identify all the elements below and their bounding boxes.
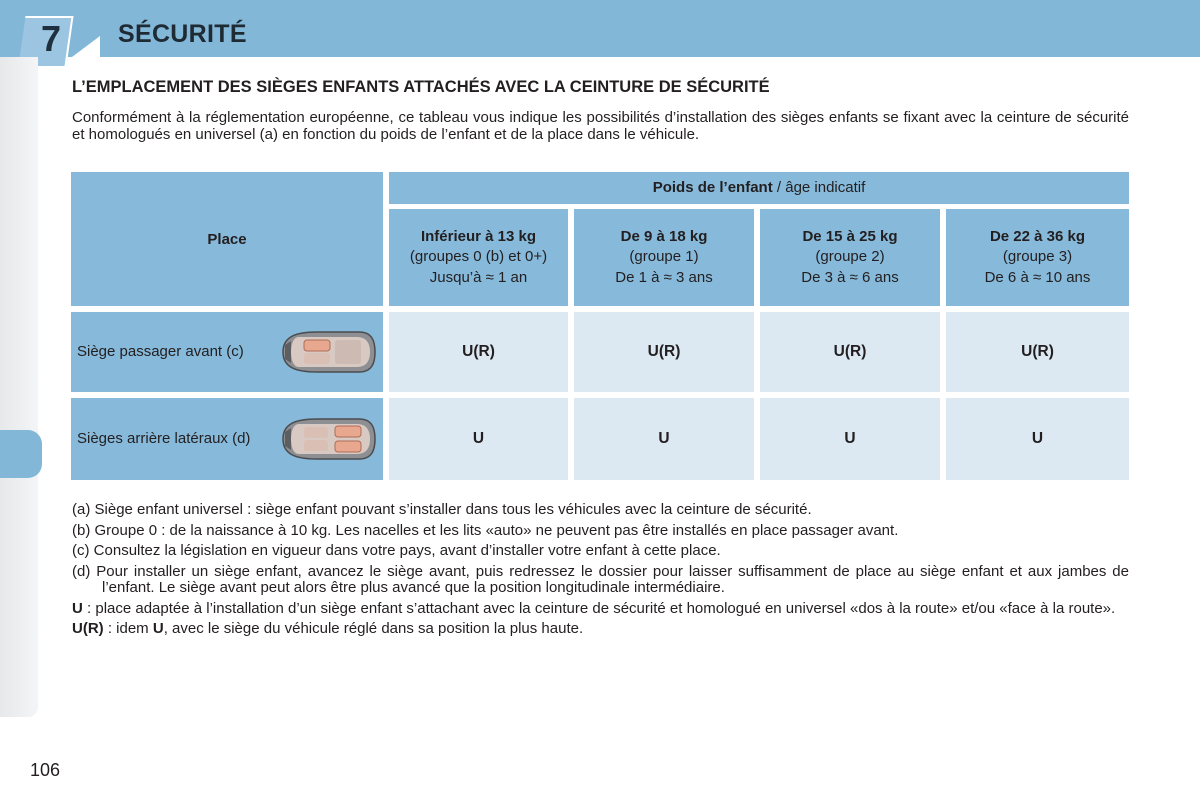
footnote-key: (d) — [72, 562, 91, 580]
legend-key: U(R) — [72, 620, 104, 637]
column-age: De 1 à ≈ 3 ans — [615, 268, 713, 286]
place-header-cell — [71, 172, 383, 306]
legend-text: : idem — [103, 620, 153, 637]
table-cell — [946, 398, 1129, 480]
footnote-d — [72, 564, 1129, 597]
footnote-a — [72, 502, 1129, 519]
cell-value: U — [658, 430, 670, 447]
table-cell — [946, 312, 1129, 392]
column-title: Inférieur à 13 kg — [420, 227, 537, 245]
footnote-text: Pour installer un siège enfant, avancez le siège avant, puis redressez le dossier pour laisser suffisamment de place au siège enfant et aux jambes de l’enfant. Le siège avant peut alors être plus avancé que la position longitudinale intermédiaire. — [96, 562, 1129, 596]
cell-value: U — [472, 430, 485, 447]
legend-key: U — [72, 599, 83, 617]
header-slant — [72, 36, 100, 57]
row-label-front-passenger: Siège passager avant (c) — [77, 343, 244, 360]
chapter-number: 7 — [40, 18, 62, 59]
cell-value: U(R) — [1021, 343, 1054, 360]
weight-header-cell — [389, 172, 1129, 204]
table-cell — [760, 312, 940, 392]
weight-header — [653, 178, 866, 199]
cell-value: U — [844, 430, 856, 447]
page-number: 106 — [30, 760, 61, 780]
footnotes — [72, 502, 1129, 642]
table-row-label-cell — [71, 398, 383, 480]
cell-value: U(R) — [833, 343, 867, 360]
column-title: De 9 à 18 kg — [620, 227, 708, 245]
footnote-text: Groupe 0 : de la naissance à 10 kg. Les nacelles et les lits «auto» ne peuvent pas être installés en place passager avant. — [94, 521, 899, 539]
column-title: De 22 à 36 kg — [989, 227, 1086, 245]
column-group: (groupe 3) — [1002, 248, 1073, 266]
legend-u — [72, 601, 1129, 618]
column-group: (groupe 1) — [629, 248, 699, 266]
legend-ur — [72, 621, 1129, 638]
footnote-key: (b) — [72, 521, 91, 539]
legend-key-inline: U — [152, 620, 164, 637]
chapter-thumb-tab — [0, 430, 42, 478]
table-cell — [574, 312, 754, 392]
page-title: SÉCURITÉ — [118, 20, 247, 48]
column-group: (groupe 2) — [815, 248, 885, 266]
column-age: Jusqu’à ≈ 1 an — [429, 268, 528, 286]
weight-header-rest: / âge indicatif — [772, 178, 866, 196]
column-header-cell — [574, 209, 754, 306]
footnote-c — [72, 543, 1129, 560]
table-cell — [760, 398, 940, 480]
weight-header-bold: Poids de l’enfant — [652, 178, 773, 196]
intro-paragraph: Conformément à la réglementation européenne, ce tableau vous indique les possibilités d’installation des sièges enfants se fixant avec la ceinture de sécurité et homologués en universel (a) en fonction du poids de l’enfant et de la place dans le véhicule. — [72, 109, 1129, 143]
column-header-cell — [946, 209, 1129, 306]
column-title: De 15 à 25 kg — [802, 227, 898, 245]
column-group: (groupes 0 (b) et 0+) — [409, 248, 548, 266]
cell-value: U(R) — [462, 343, 495, 360]
footnote-b — [72, 523, 1129, 540]
footnote-key: (a) — [72, 501, 91, 518]
footnote-text: Consultez la législation en vigueur dans votre pays, avant d’installer votre enfant à cette place. — [93, 542, 721, 559]
car-rear-seats-icon — [277, 416, 377, 462]
column-header-cell — [760, 209, 940, 306]
legend-text-end: , avec le siège du véhicule réglé dans sa position la plus haute. — [163, 620, 584, 637]
column-age: De 3 à ≈ 6 ans — [801, 268, 899, 286]
car-front-seat-icon — [277, 329, 377, 375]
footnote-text: Siège enfant universel : siège enfant pouvant s’installer dans tous les véhicules avec la ceinture de sécurité. — [94, 501, 812, 518]
legend-text: : place adaptée à l’installation d’un siège enfant s’attachant avec la ceinture de sécurité et homologué en universel «dos à la route» et/ou «face à la route». — [82, 599, 1116, 617]
footnote-key: (c) — [72, 542, 90, 559]
row-label-rear-side: Sièges arrière latéraux (d) — [77, 430, 251, 447]
column-header-cell — [389, 209, 568, 306]
table-cell — [389, 398, 568, 480]
section-heading: L’EMPLACEMENT DES SIÈGES ENFANTS ATTACHÉS AVEC LA CEINTURE DE SÉCURITÉ — [72, 78, 770, 96]
cell-value: U — [1031, 430, 1044, 447]
cell-value: U(R) — [647, 343, 681, 360]
table-cell — [389, 312, 568, 392]
place-header: Place — [207, 230, 247, 248]
column-age: De 6 à ≈ 10 ans — [984, 268, 1091, 286]
table-cell — [574, 398, 754, 480]
left-page-edge — [0, 57, 38, 717]
table-row-label-cell — [71, 312, 383, 392]
